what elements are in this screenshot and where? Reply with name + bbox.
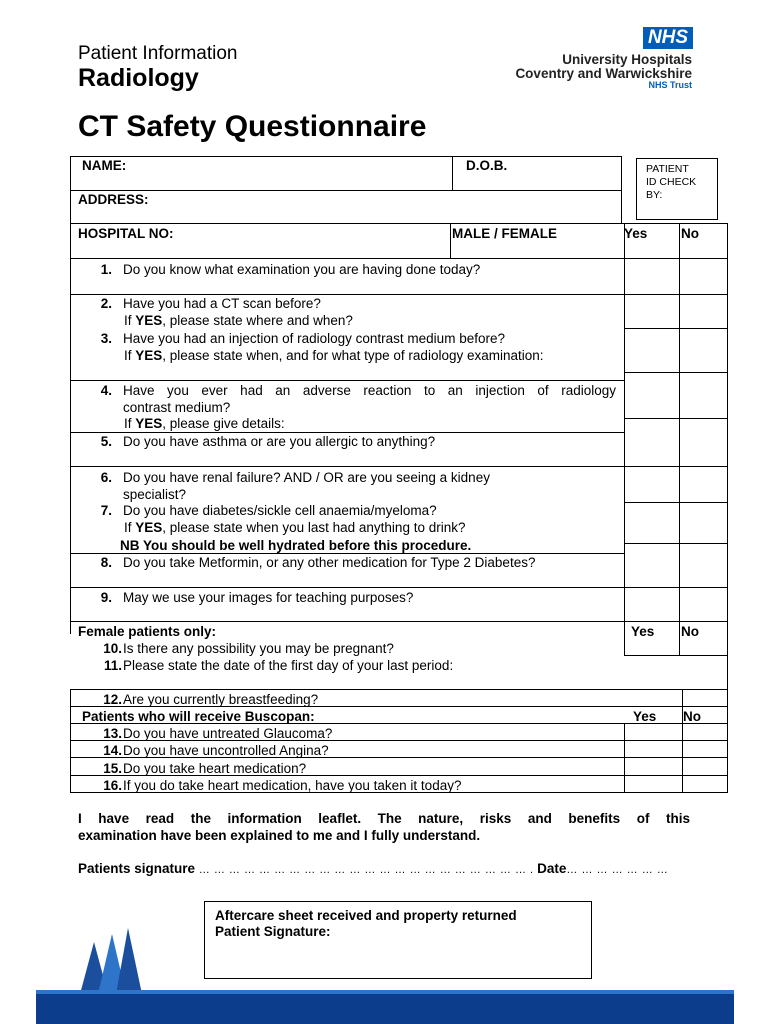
question-number: 11. xyxy=(103,658,122,673)
question-number: 2. xyxy=(100,296,112,311)
declaration-line-1: I have read the information leaflet. The nature, risks and benefits of this xyxy=(78,811,690,826)
aftercare-label: Aftercare sheet received and property returned xyxy=(215,908,517,923)
patient-id-label-3: BY: xyxy=(646,189,663,201)
question-text: Do you have renal failure? AND / OR are you seeing a kidney xyxy=(123,470,490,485)
patient-signature-line[interactable] xyxy=(78,861,668,876)
sex-label: MALE / FEMALE xyxy=(452,226,557,241)
patient-id-label-1: PATIENT xyxy=(646,163,689,175)
address-label: ADDRESS: xyxy=(78,192,149,207)
header-subtitle: Patient Information xyxy=(78,43,238,64)
question-number: 10. xyxy=(103,641,122,656)
question-followup: If YES, please give details: xyxy=(124,416,285,431)
buscopan-section-heading: Patients who will receive Buscopan: xyxy=(82,709,315,724)
footer-stripe xyxy=(36,990,734,994)
question-number: 8. xyxy=(100,555,112,570)
question-text: Are you currently breastfeeding? xyxy=(123,692,319,707)
female-yes-header: Yes xyxy=(631,624,655,639)
org-name-line3: NHS Trust xyxy=(648,80,692,90)
no-header: No xyxy=(681,226,699,241)
question-text: Have you had a CT scan before? xyxy=(123,296,321,311)
question-number: 5. xyxy=(100,434,112,449)
dob-label: D.O.B. xyxy=(466,158,508,173)
question-followup: If YES, please state when you last had anything to drink? xyxy=(124,520,466,535)
question-text: Do you have asthma or are you allergic to anything? xyxy=(123,434,436,449)
question-number: 15. xyxy=(103,761,122,776)
footer-bar xyxy=(36,990,734,1024)
question-text: Have you had an injection of radiology contrast medium before? xyxy=(123,331,505,346)
question-text: Do you know what examination you are having done today? xyxy=(123,262,481,277)
question-number: 6. xyxy=(100,470,112,485)
question-number: 1. xyxy=(100,262,112,277)
date-dots: … … … … … … … xyxy=(566,864,669,876)
question-number: 12. xyxy=(103,692,122,707)
yes-header: Yes xyxy=(624,226,648,241)
buscopan-no-header: No xyxy=(683,709,701,724)
female-section-heading: Female patients only: xyxy=(78,624,217,639)
page-title: CT Safety Questionnaire xyxy=(78,110,427,143)
question-text: Do you have diabetes/sickle cell anaemia/myeloma? xyxy=(123,503,437,518)
hospital-no-label: HOSPITAL NO: xyxy=(78,226,174,241)
question-followup: If YES, please state where and when? xyxy=(124,313,353,328)
question-text: Do you take heart medication? xyxy=(123,761,307,776)
footer-spires-graphic xyxy=(72,928,162,994)
question-number: 13. xyxy=(103,726,122,741)
buscopan-yes-header: Yes xyxy=(633,709,657,724)
org-name-line2: Coventry and Warwickshire xyxy=(515,66,692,81)
question-number: 9. xyxy=(100,590,112,605)
aftercare-signature-label: Patient Signature: xyxy=(215,924,331,939)
question-text: May we use your images for teaching purposes? xyxy=(123,590,414,605)
name-label: NAME: xyxy=(82,158,127,173)
hydration-note: NB You should be well hydrated before this procedure. xyxy=(120,538,472,553)
question-number: 3. xyxy=(100,331,112,346)
question-text: Have you ever had an adverse reaction to an injection of radiology xyxy=(123,383,616,398)
date-label: Date xyxy=(537,861,567,876)
declaration-line-2: examination have been explained to me and I fully understand. xyxy=(78,828,481,843)
question-number: 7. xyxy=(100,503,112,518)
nhs-logo: NHS xyxy=(643,27,693,49)
question-text: If you do take heart medication, have you taken it today? xyxy=(123,778,462,793)
question-text: contrast medium? xyxy=(123,400,231,415)
question-text: Do you have untreated Glaucoma? xyxy=(123,726,333,741)
question-number: 16. xyxy=(103,778,122,793)
question-text: specialist? xyxy=(123,487,187,502)
question-text: Is there any possibility you may be pregnant? xyxy=(123,641,394,656)
patient-id-check-box[interactable] xyxy=(636,158,718,220)
question-followup: If YES, please state when, and for what type of radiology examination: xyxy=(124,348,544,363)
org-name-line1: University Hospitals xyxy=(562,52,692,67)
patient-id-label-2: ID CHECK xyxy=(646,176,697,188)
question-text: Do you take Metformin, or any other medication for Type 2 Diabetes? xyxy=(123,555,536,570)
signature-dots: … … … … … … … … … … … … … … … … … … … … … … . xyxy=(198,864,538,876)
aftercare-box[interactable] xyxy=(204,901,592,979)
question-number: 14. xyxy=(103,743,122,758)
signature-label: Patients signature xyxy=(78,861,199,876)
question-text: Please state the date of the first day of your last period: xyxy=(123,658,454,673)
question-number: 4. xyxy=(100,383,112,398)
question-text: Do you have uncontrolled Angina? xyxy=(123,743,329,758)
header-department: Radiology xyxy=(78,64,199,92)
female-no-header: No xyxy=(681,624,699,639)
